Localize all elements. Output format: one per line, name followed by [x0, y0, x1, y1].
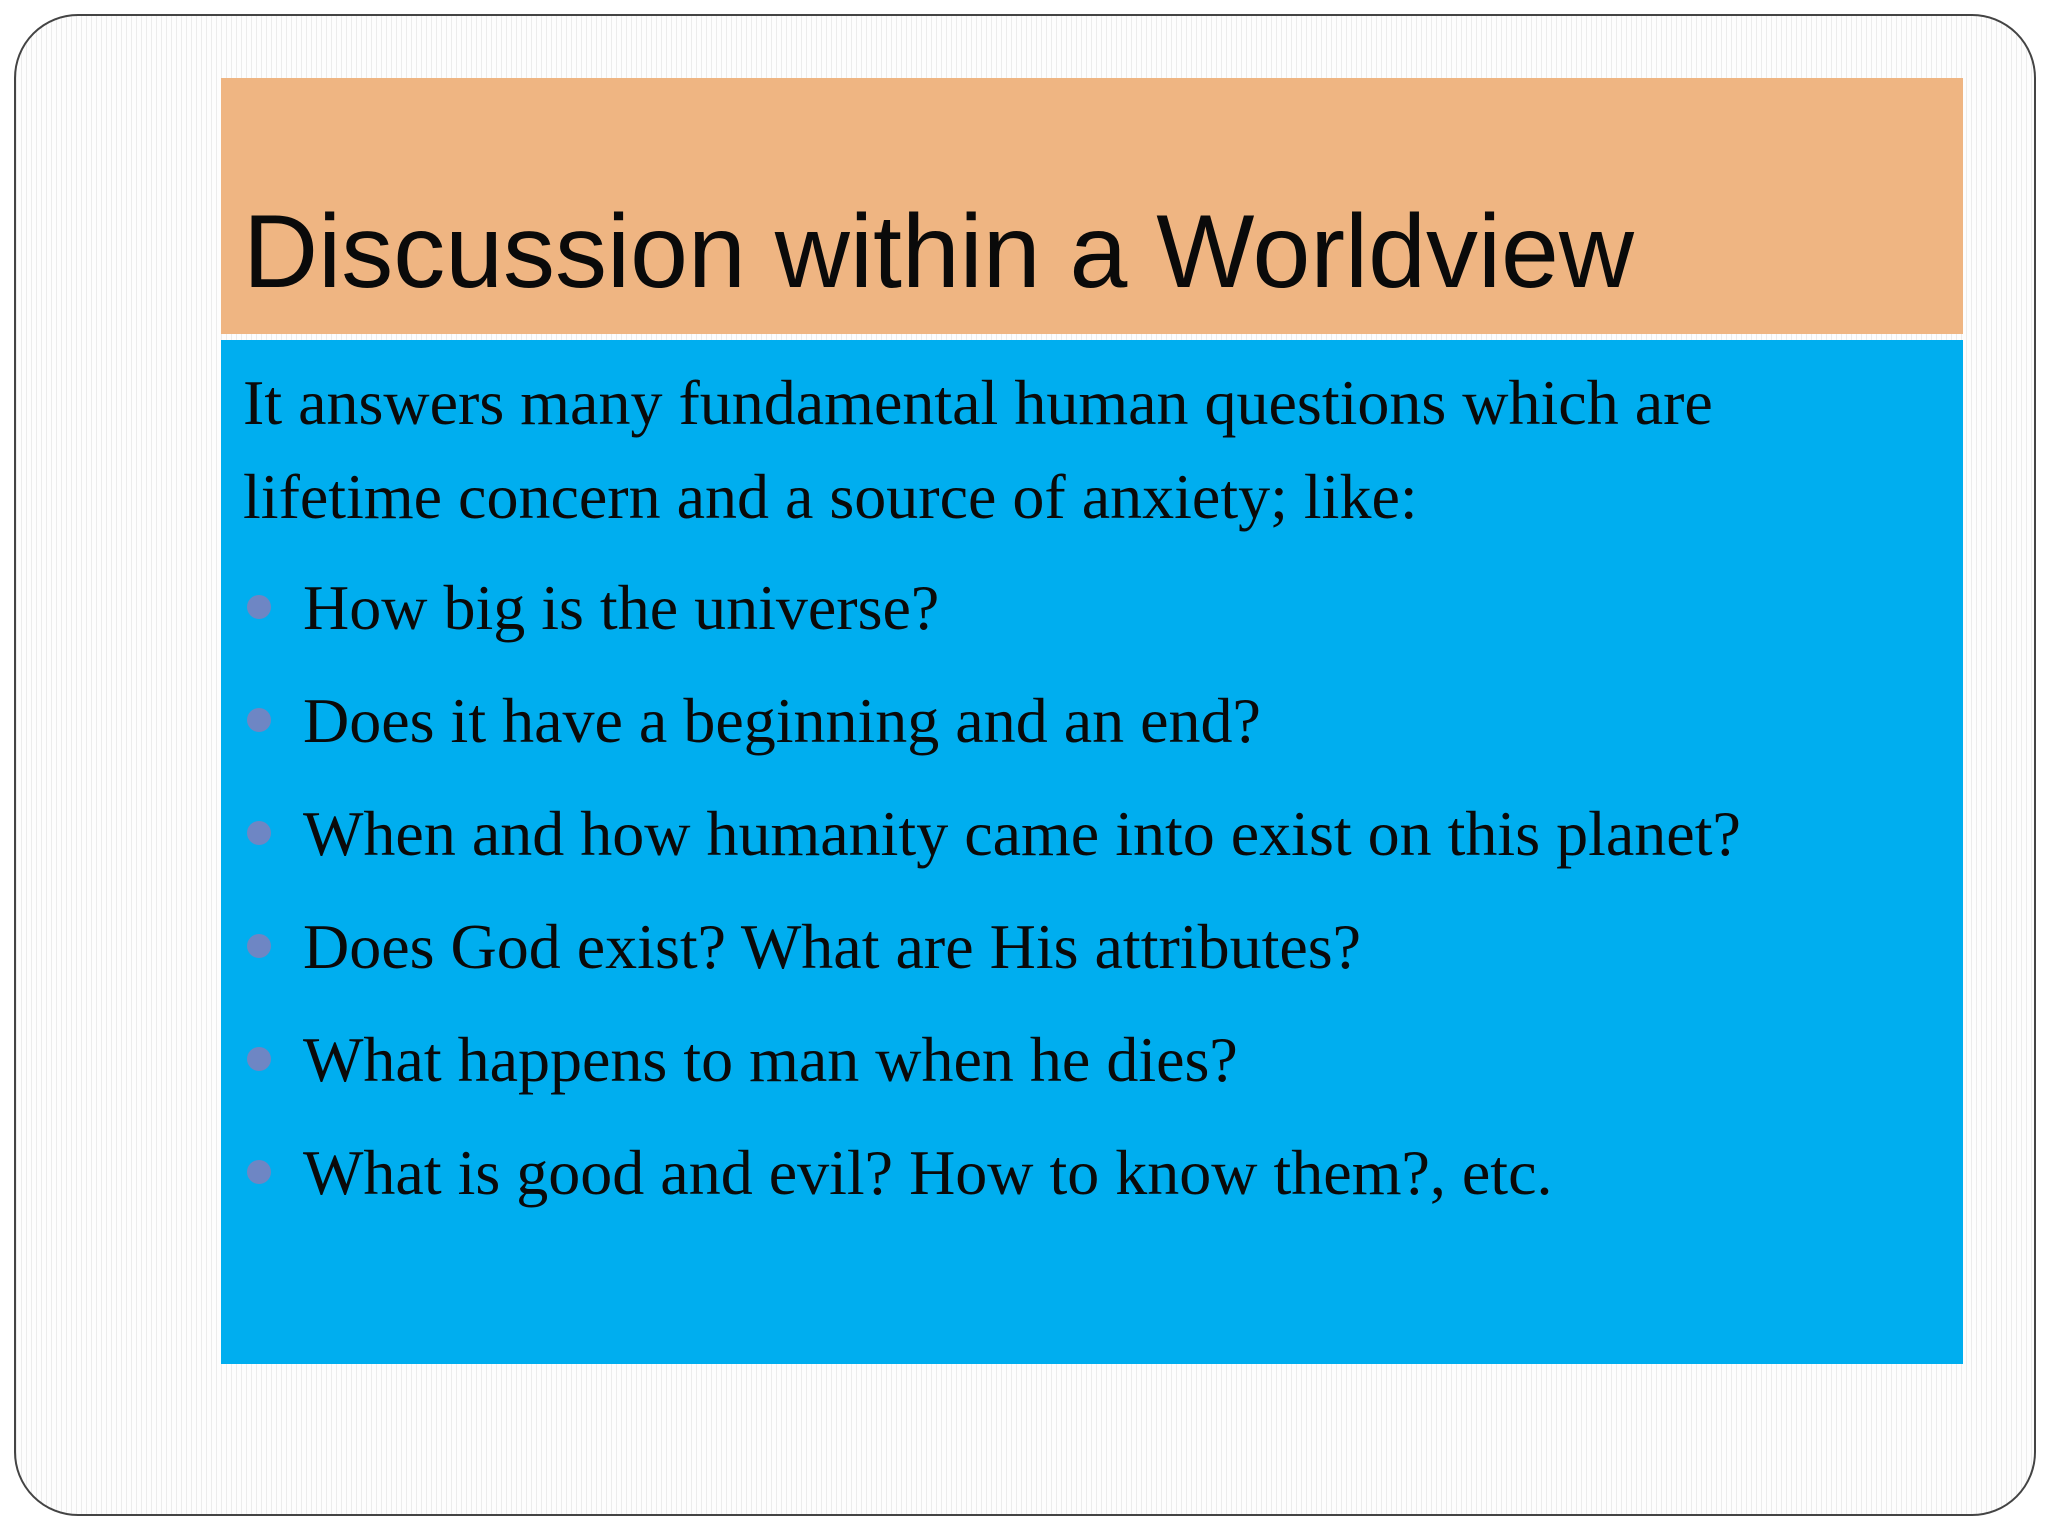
bullet-text: What happens to man when he dies?	[303, 1024, 1238, 1095]
bullet-dot-icon	[247, 1047, 271, 1071]
slide-title: Discussion within a Worldview	[243, 194, 1634, 310]
bullet-dot-icon	[247, 1160, 271, 1184]
content-panel	[221, 340, 1963, 1364]
bullet-dot-icon	[247, 821, 271, 845]
title-band	[221, 78, 1963, 334]
intro-line-1: It answers many fundamental human questions which are	[243, 367, 1713, 438]
intro-text	[243, 356, 1943, 544]
bullet-text: How big is the universe?	[303, 572, 940, 643]
bullet-text: Does God exist? What are His attributes?	[303, 911, 1362, 982]
slide-frame	[14, 14, 2036, 1516]
bullet-dot-icon	[247, 934, 271, 958]
bullet-dot-icon	[247, 708, 271, 732]
bullet-dot-icon	[247, 595, 271, 619]
bullet-text: What is good and evil? How to know them?, etc.	[303, 1137, 1553, 1208]
bullet-text: When and how humanity came into exist on this planet?	[303, 798, 1741, 869]
intro-line-2: lifetime concern and a source of anxiety; like:	[243, 461, 1418, 532]
bullet-text: Does it have a beginning and an end?	[303, 685, 1261, 756]
